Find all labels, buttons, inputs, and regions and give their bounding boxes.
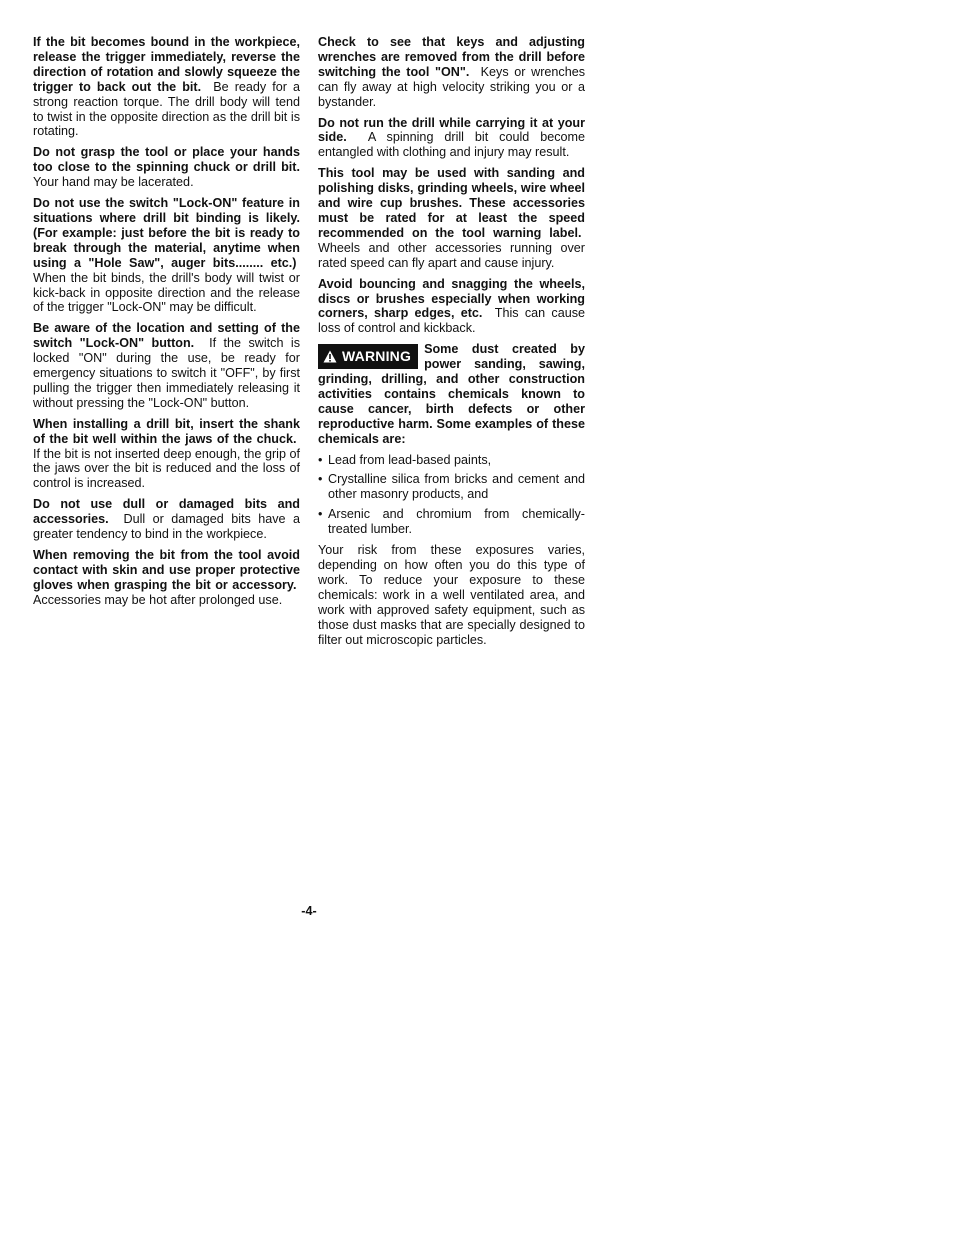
- paragraph-normal-text: When the bit binds, the drill's body will twist or kick-back in opposite direction and the release of the trigger "Lock-ON" may be difficult.: [33, 270, 300, 315]
- chemical-examples-list: [318, 453, 585, 538]
- paragraph-bold-text: When installing a drill bit, insert the shank of the bit well within the jaws of the chuck.: [33, 416, 300, 446]
- safety-paragraph-removing-bit: [33, 548, 300, 608]
- bullet-dot: •: [318, 472, 323, 487]
- safety-paragraph-dull-bits: [33, 497, 300, 542]
- paragraph-bold-text: When removing the bit from the tool avoid contact with skin and use proper protective gloves when grasping the bit or accessory.: [33, 548, 300, 592]
- closing-paragraph: Your risk from these exposures varies, depending on how often you do this type of work. To reduce your exposure to these chemicals: work in a well ventilated area, and work with approved safety equipment, such as those dust masks that are specially designed to filter out microscopic particles.: [318, 543, 585, 647]
- paragraph-bold-text: Do not use dull or damaged bits and accessories.: [33, 497, 300, 527]
- paragraph-normal-text: A spinning drill bit could become entangled with clothing and injury may result.: [318, 130, 585, 160]
- list-item-text: Crystalline silica from bricks and cement and other masonry products, and: [328, 472, 585, 502]
- safety-paragraph-hand-placement: [33, 145, 300, 190]
- paragraph-bold-text: Check to see that keys and adjusting wrenches are removed from the drill before switching the tool "ON".: [318, 35, 585, 79]
- paragraph-bold-text: Do not run the drill while carrying it at your side.: [318, 115, 585, 145]
- paragraph-normal-text: Be ready for a strong reaction torque. The drill body will tend to twist in the opposite direction as the drill bit is rotating.: [33, 79, 301, 139]
- warning-badge: [318, 344, 418, 369]
- bullet-dot: •: [318, 507, 323, 522]
- paragraph-normal-text: Dull or damaged bits have a greater tendency to bind in the workpiece.: [33, 512, 300, 542]
- paragraph-normal-text: Your hand may be lacerated.: [33, 175, 194, 190]
- warning-text: Some dust created by power sanding, sawing, grinding, drilling, and other construction activities contains chemicals known to cause cancer, birth defects or other reproductive harm. Some examples of these chemicals are:: [318, 342, 585, 446]
- list-item: [318, 507, 585, 537]
- safety-paragraph-keys-wrenches: [318, 35, 585, 110]
- paragraph-bold-text: Do not use the switch "Lock-ON" feature in situations where drill bit binding is likely. (For example: just before the bit is ready to break through the material, anytime when using a "Hole Saw", auger bits........ etc.): [33, 196, 300, 270]
- list-item: [318, 453, 585, 468]
- warning-triangle-icon: [323, 350, 337, 363]
- list-item: [318, 472, 585, 502]
- paragraph-normal-text: Keys or wrenches can fly away at high velocity striking you or a bystander.: [318, 64, 586, 109]
- safety-paragraph-accessories-rating: [318, 166, 585, 270]
- paragraph-normal-text: Accessories may be hot after prolonged use.: [33, 592, 283, 607]
- bullet-dot: •: [318, 452, 323, 467]
- safety-paragraph-carrying-drill: [318, 116, 585, 161]
- paragraph-bold-text: This tool may be used with sanding and polishing disks, grinding wheels, wire wheel and wire cup brushes. These accessories must be rated for at least the speed recommended on the tool warning label.: [318, 166, 585, 240]
- warning-paragraph: [318, 342, 585, 446]
- paragraph-normal-text: Wheels and other accessories running over rated speed can fly apart and cause injury.: [318, 240, 585, 270]
- safety-paragraph-bouncing-snagging: [318, 277, 585, 337]
- warning-badge-label: WARNING: [342, 348, 412, 365]
- list-item-text: Lead from lead-based paints,: [328, 452, 492, 467]
- safety-paragraph-lock-on-button: [33, 321, 300, 410]
- page-number: -4-: [301, 904, 317, 918]
- paragraph-bold-text: If the bit becomes bound in the workpiece, release the trigger immediately, reverse the direction of rotation and slowly squeeze the trigger to back out the bit.: [33, 35, 300, 94]
- left-column: [33, 35, 300, 614]
- paragraph-normal-text: If the switch is locked "ON" during the use, be ready for emergency situations to switch it "OFF", by first pulling the trigger then immediately releasing it without pressing the "Lock-ON" button.: [33, 336, 301, 410]
- right-column: [318, 35, 585, 653]
- paragraph-bold-text: Avoid bouncing and snagging the wheels, discs or brushes especially when working corners, sharp edges, etc.: [318, 276, 585, 321]
- paragraph-normal-text: If the bit is not inserted deep enough, the grip of the jaws over the bit is reduced and the loss of control is increased.: [33, 446, 300, 491]
- safety-paragraph-bound-bit: [33, 35, 300, 139]
- safety-paragraph-lock-on-feature: [33, 196, 300, 315]
- safety-paragraph-installing-bit: [33, 417, 300, 492]
- paragraph-bold-text: Be aware of the location and setting of the switch "Lock-ON" button.: [33, 321, 300, 351]
- list-item-text: Arsenic and chromium from chemically-treated lumber.: [328, 507, 585, 537]
- paragraph-normal-text: This can cause loss of control and kickback.: [318, 306, 585, 336]
- paragraph-bold-text: Do not grasp the tool or place your hands too close to the spinning chuck or drill bit.: [33, 145, 300, 175]
